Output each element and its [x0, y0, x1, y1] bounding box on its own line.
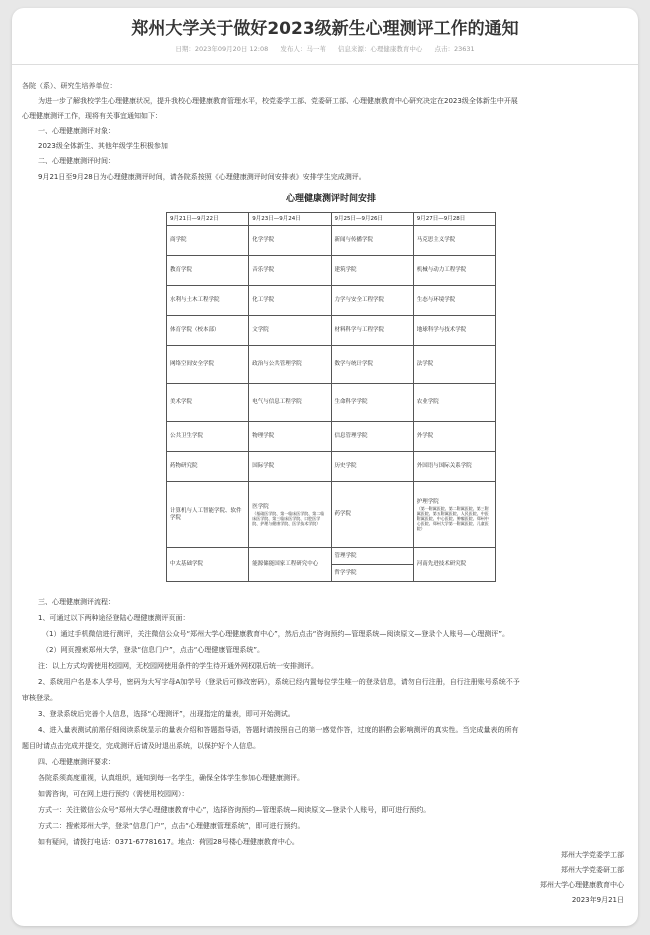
schedule-cell: 教育学院 [167, 256, 249, 286]
schedule-cell: 外学院 [413, 422, 495, 452]
salutation: 各院（系）、研究生培养单位： [22, 82, 117, 90]
schedule-cell: 生命科学学院 [331, 384, 413, 422]
section-3-note: 注：以上方式均需使用校园网，无校园网使用条件的学生待开通外网权限后统一安排测评。 [38, 662, 318, 670]
section-4-text-2: 如需咨询，可在网上进行预约（需使用校园网）： [38, 790, 189, 798]
schedule-cell: 中太基础学院 [167, 548, 249, 582]
schedule-cell: 河南先进技术研究院 [413, 548, 495, 582]
section-4-text-1: 各院系须高度重视，认真组织，通知到每一名学生，确保全体学生参加心理健康测评。 [38, 774, 304, 782]
schedule-cell: 体育学院（校本部） [167, 316, 249, 346]
schedule-cell: 物理学院 [249, 422, 331, 452]
section-4-text-5: 如有疑问，请拨打电话：0371-67781617。地点：荷园28号楼心理健康教育中心。 [38, 838, 299, 846]
schedule-cell: 力学与安全工程学院 [331, 286, 413, 316]
schedule-cell: 音乐学院 [249, 256, 331, 286]
section-3-step-2a: 2、系统用户名是本人学号，密码为大写字母A加学号（登录后可修改密码），系统已经内置每位学生唯一的登录信息，请勿自行注册，自行注册账号系统不予 [38, 678, 520, 686]
notice-card [12, 8, 638, 926]
section-4-text-4: 方式二：搜索郑州大学，登录“信息门户”，点击“心理健康管理系统”，即可进行预约。 [38, 822, 305, 830]
schedule-header-cell: 9月27日—9月28日 [413, 213, 495, 226]
meta-source: 信息来源：心理健康教育中心 [337, 45, 423, 53]
section-2-heading: 二、心理健康测评时间： [38, 157, 115, 165]
schedule-header-cell: 9月21日—9月22日 [167, 213, 249, 226]
section-3-step-2b: 审核登录。 [22, 694, 57, 702]
section-3-step-1a: （1）通过手机微信进行测评，关注微信公众号“郑州大学心理健康教育中心”，然后点击“咨询预约—管理系统—阅读原文—登录个人账号—心理测评”。 [42, 630, 509, 638]
schedule-cell: 网络空间安全学院 [167, 346, 249, 384]
schedule-cell: 计算机与人工智能学院、软件学院 [167, 482, 249, 548]
intro-line-2: 心理健康测评工作，现将有关事宜通知如下： [22, 112, 162, 120]
schedule-cell: 文学院 [249, 316, 331, 346]
schedule-cell [413, 482, 495, 548]
schedule-cell: 数学与统计学院 [331, 346, 413, 384]
schedule-cell: 法学院 [413, 346, 495, 384]
schedule-cell: 地球科学与技术学院 [413, 316, 495, 346]
schedule-title: 心理健康测评时间安排 [285, 194, 376, 204]
schedule-row [167, 226, 496, 256]
meta-date: 日期：2023年09月20日 12:08 [175, 45, 269, 53]
schedule-cell: 新闻与传播学院 [331, 226, 413, 256]
schedule-table [166, 212, 496, 582]
schedule-cell [331, 548, 413, 582]
schedule-cell: 化工学院 [249, 286, 331, 316]
section-3-step-1b: （2）网页搜索郑州大学，登录“信息门户”，点击“心理健康管理系统”。 [42, 646, 264, 654]
section-3-step-1: 1、可通过以下两种途径登陆心理健康测评页面： [38, 614, 190, 622]
schedule-row [167, 452, 496, 482]
schedule-header-cell: 9月25日—9月26日 [331, 213, 413, 226]
schedule-cell: 农业学院 [413, 384, 495, 422]
section-2-text: 9月21日至9月28日为心理健康测评时间，请各院系按照《心理健康测评时间安排表》安排学生完成测评。 [38, 173, 366, 181]
schedule-cell: 能源储能国家工程研究中心 [249, 548, 331, 582]
signature-line-2: 郑州大学党委研工部 [561, 866, 624, 874]
schedule-cell-text: 哲学学院 [334, 570, 357, 576]
nursing-college-note: （第一附属医院、第二附属医院、第三附属医院、第五附属医院、人民医院、中医附属医院、中心医院、肿瘤医院、郑州中心医院、郑州大学第一附属医院、儿童医院） [416, 505, 489, 531]
schedule-row [167, 286, 496, 316]
schedule-cell: 公共卫生学院 [167, 422, 249, 452]
section-1-text: 2023级全体新生、其他年级学生积极参加 [38, 142, 168, 150]
section-3-step-4a: 4、进入量表测试前需仔细阅读系统显示的量表介绍和答题指导语，答题时请按照自己的第一感觉作答，过度的斟酌会影响测评的真实性。当完成量表的所有 [38, 726, 519, 734]
schedule-cell [249, 482, 331, 548]
schedule-cell: 药物研究院 [167, 452, 249, 482]
schedule-cell: 电气与信息工程学院 [249, 384, 331, 422]
signature-line-3: 郑州大学心理健康教育中心 [540, 881, 624, 889]
schedule-cell: 美术学院 [167, 384, 249, 422]
page-title: 郑州大学关于做好2023级新生心理测评工作的通知 [131, 19, 519, 39]
schedule-row [167, 384, 496, 422]
signature-line-1: 郑州大学党委学工部 [561, 851, 624, 859]
section-3-step-3: 3、登录系统后完善个人信息，选择“心理测评”，出现指定的量表，即可开始测试。 [38, 710, 295, 718]
schedule-cell: 药学院 [331, 482, 413, 548]
schedule-cell-text: 护理学院 [416, 498, 439, 505]
schedule-cell-text: 管理学院 [332, 548, 413, 565]
meta-views: 点击：23631 [434, 45, 475, 53]
schedule-cell: 外国语与国际关系学院 [413, 452, 495, 482]
schedule-cell-text: 医学院 [252, 503, 269, 510]
schedule-cell: 机械与动力工程学院 [413, 256, 495, 286]
article-meta [12, 44, 638, 53]
schedule-row [167, 256, 496, 286]
schedule-image [166, 191, 496, 588]
schedule-cell: 水利与土木工程学院 [167, 286, 249, 316]
schedule-row [167, 482, 496, 548]
meta-publisher: 发布人：马一苇 [280, 45, 326, 53]
schedule-cell: 化学学院 [249, 226, 331, 256]
schedule-cell: 国际学院 [249, 452, 331, 482]
intro-line-1: 为进一步了解我校学生心理健康状况，提升我校心理健康教育管理水平，校党委学工部、党委研工部、心理健康教育中心研究决定在2023级全体新生中开展 [38, 97, 518, 105]
section-3-heading: 三、心理健康测评流程： [38, 598, 115, 606]
section-3-step-4b: 题目时请点击完成并提交，完成测评后请及时退出系统，以保护好个人信息。 [22, 742, 260, 750]
schedule-cell: 建筑学院 [331, 256, 413, 286]
schedule-cell: 政治与公共管理学院 [249, 346, 331, 384]
schedule-row [167, 548, 496, 582]
medical-college-note: （基础医学院、第一临床医学院、第二临床医学院、第三临床医学院、口腔医学院、护理与健康学院、医学技术学院） [252, 510, 325, 526]
schedule-cell: 马克思主义学院 [413, 226, 495, 256]
schedule-cell: 信息管理学院 [331, 422, 413, 452]
schedule-header-cell: 9月23日—9月24日 [249, 213, 331, 226]
header-divider [12, 64, 638, 65]
schedule-cell: 历史学院 [331, 452, 413, 482]
signature-date: 2023年9月21日 [571, 896, 624, 904]
schedule-row [167, 316, 496, 346]
schedule-row [167, 422, 496, 452]
section-4-text-3: 方式一：关注微信公众号“郑州大学心理健康教育中心”，选择咨询预约—管理系统—阅读原文—登录个人账号，即可进行预约。 [38, 806, 431, 814]
schedule-cell: 材料科学与工程学院 [331, 316, 413, 346]
schedule-cell: 商学院 [167, 226, 249, 256]
schedule-header-row [167, 213, 496, 226]
section-1-heading: 一、心理健康测评对象： [38, 127, 115, 135]
schedule-row [167, 346, 496, 384]
schedule-cell: 生态与环境学院 [413, 286, 495, 316]
section-4-heading: 四、心理健康测评要求： [38, 758, 115, 766]
